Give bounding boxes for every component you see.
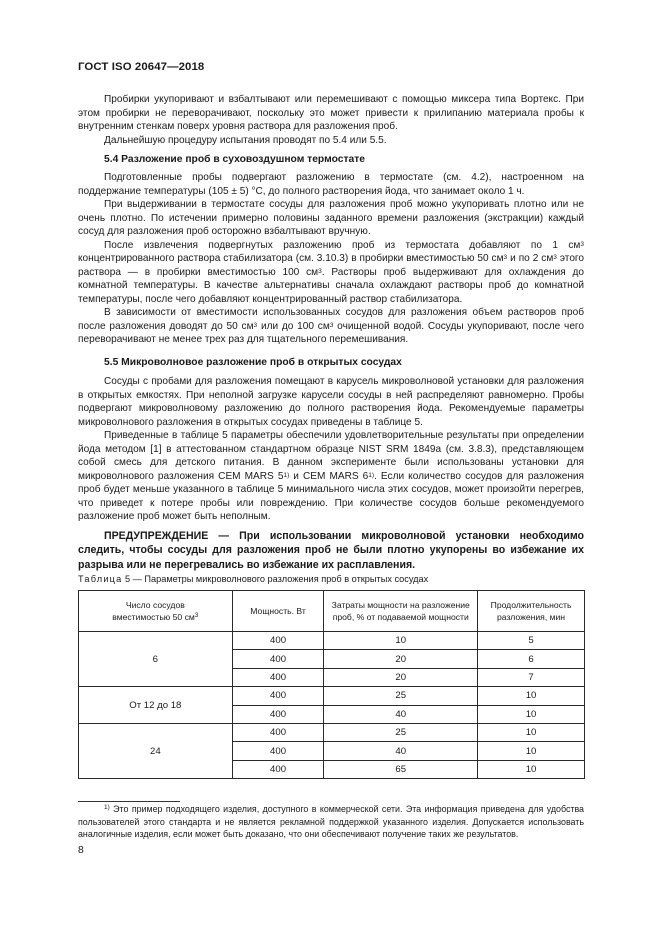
microwave-parameters-table — [78, 590, 585, 779]
power-share-cell: 20 — [324, 650, 478, 668]
table-caption: Таблица 5 — Параметры микроволнового разложения проб в открытых сосудах — [78, 574, 429, 584]
power-cell: 400 — [232, 723, 324, 741]
footnote-separator — [78, 801, 180, 802]
duration-cell: 10 — [478, 742, 585, 760]
paragraph: Приведенные в таблице 5 параметры обеспечили удовлетворительные результаты при определении йода методом [1] в аттестованном стандартном образце NIST SRM 1849a (см. 3.8.3), представляющем собой смесь для детского питания. В данном эксперименте были использованы установки для микроволнового разложения CEM MARS 5$^{1)}$ и CEM MARS 6$^{1)}$. Если количество сосудов для разложения проб будет меньше указанного в таблице 5 минимального числа этих сосудов, может произойти перегрев, что приведет к потере пробы или повреждению. При количестве сосудов больше рекомендуемого разложение проб может быть неполным. — [78, 430, 584, 522]
warning-text: При использовании микроволновой установки необходимо следить, чтобы сосуды для разложения проб не были плотно укупорены во избежание их разрыва или не перегревались во избежание их расплавления. — [78, 530, 584, 571]
intro-block — [78, 93, 584, 147]
table-row — [79, 632, 585, 650]
duration-cell: 7 — [478, 668, 585, 686]
vessel-count-cell: 6 — [79, 632, 233, 687]
footnote — [78, 803, 584, 841]
paragraph: В зависимости от вместимости использованных сосудов для разложения объем растворов проб после разложения доводят до 50 $см^3$ или до 100 $см^3$ очищенной водой. Сосуды укупоривают, после чего переворачивают не менее трех раз для тщательного перемешивания. — [78, 307, 585, 345]
power-share-cell: 20 — [324, 668, 478, 686]
table-row — [79, 687, 585, 705]
power-share-cell: 25 — [324, 723, 478, 741]
power-cell: 400 — [232, 760, 324, 778]
column-header-power: Мощность. Вт — [232, 591, 324, 632]
duration-cell: 5 — [478, 632, 585, 650]
power-cell: 400 — [232, 650, 324, 668]
power-cell: 400 — [232, 742, 324, 760]
power-share-cell: 40 — [324, 742, 478, 760]
duration-cell: 10 — [478, 705, 585, 723]
duration-cell: 10 — [478, 687, 585, 705]
table-header-row — [79, 591, 585, 632]
vessel-count-cell: От 12 до 18 — [79, 687, 233, 724]
power-cell: 400 — [232, 668, 324, 686]
paragraph: Подготовленные пробы подвергают разложению в термостате (см. 4.2), настроенном на поддержание температуры (105 ± 5) °С, до полного растворения йода, что занимает около 1 ч. — [78, 172, 584, 197]
duration-cell: 10 — [478, 723, 585, 741]
paragraph: После извлечения подвергнутых разложению проб из термостата добавляют по 1 $см^3$ концентрированного раствора стабилизатора (см. 3.10.3) в пробирки вместимостью 50 $см^3$ и по 2 $см^3$ этого раствора — в пробирки вместимостью 100 $см^3$. Растворы проб выдерживают для охлаждения до комнатной температуры. В качестве альтернативы сначала охлаждают растворы проб до комнатной температуры, после чего добавляют концентрированный раствор стабилизатора. — [78, 239, 584, 305]
power-share-cell: 65 — [324, 760, 478, 778]
column-header-power-share: Затраты мощности на разложение проб, % от подаваемой мощности — [324, 591, 478, 632]
warning-block — [78, 529, 584, 572]
paragraph: Сосуды с пробами для разложения помещают в карусель микроволновой установки для разложения в открытых емкостях. При неполной загрузке карусели сосуды в ней распределяют равномерно. Пробы подвергают микроволновому разложению до полного растворения йода. Рекомендуемые параметры микроволнового разложения в открытых сосудах приведены в таблице 5. — [78, 376, 584, 428]
footnote-text: Это пример подходящего изделия, доступного в коммерческой сети. Эта информация приведена для удобства пользователей этого стандарта и не является рекламной поддержкой указанного изделия. Допускается использовать аналогичные изделия, если может быть доказано, что они обеспечивают получение таких же результатов. — [78, 804, 584, 840]
table-row — [79, 723, 585, 741]
duration-cell: 6 — [478, 650, 585, 668]
power-cell: 400 — [232, 687, 324, 705]
paragraph: Дальнейшую процедуру испытания проводят по 5.4 или 5.5. — [104, 134, 387, 146]
power-share-cell: 40 — [324, 705, 478, 723]
section-5-5-body — [78, 375, 584, 524]
paragraph: Пробирки укупоривают и взбалтывают или перемешивают с помощью миксера типа Вортекс. При этом пробирки не переворачивают, поскольку это может привести к прилипанию материала пробы к внутренним стенкам поверх уровня раствора для разложения проб. — [78, 94, 584, 132]
standard-header: ГОСТ ISO 20647—2018 — [78, 61, 205, 73]
warning-label: ПРЕДУПРЕЖДЕНИЕ — — [104, 530, 240, 542]
power-share-cell: 25 — [324, 687, 478, 705]
vessel-count-cell: 24 — [79, 723, 233, 778]
section-heading-5-5: 5.5 Микроволновое разложение проб в открытых сосудах — [104, 357, 402, 368]
footnote-mark: 1) — [104, 804, 110, 811]
section-5-4-body — [78, 171, 584, 347]
column-header-duration: Продолжительность разложения, мин — [478, 591, 585, 632]
power-cell: 400 — [232, 632, 324, 650]
column-header-vessels: Число сосудов вместимостью 50 $см^3$ — [79, 591, 233, 632]
section-heading-5-4: 5.4 Разложение проб в суховоздушном термостате — [104, 154, 365, 165]
power-share-cell: 10 — [324, 632, 478, 650]
page-number: 8 — [78, 845, 84, 856]
paragraph: При выдерживании в термостате сосуды для разложения проб можно укупоривать плотно или не очень плотно. По истечении примерно половины заданного времени разложения (экстракции) каждый сосуд для разложения проб осторожно взбалтывают вручную. — [78, 199, 584, 237]
power-cell: 400 — [232, 705, 324, 723]
duration-cell: 10 — [478, 760, 585, 778]
